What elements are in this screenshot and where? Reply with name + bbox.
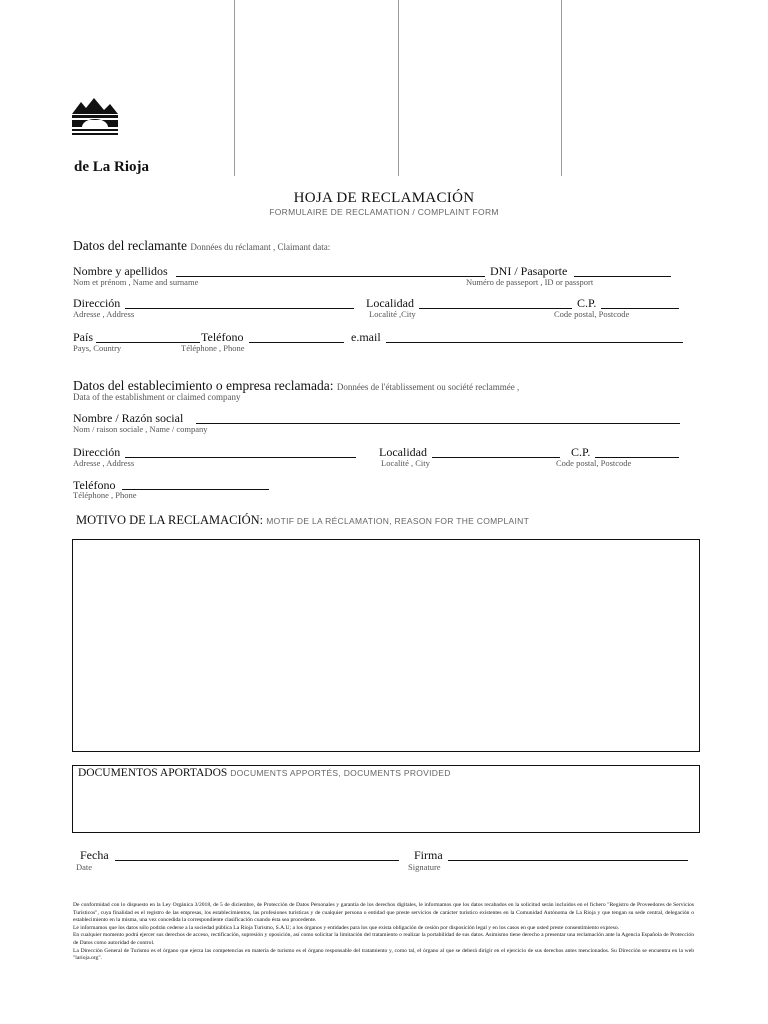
claimant-address-sublabel: Adresse , Address xyxy=(73,309,135,319)
establishment-cp-label: C.P. xyxy=(571,445,591,459)
establishment-heading-sub: Data of the establishment or claimed company xyxy=(73,392,241,402)
claimant-cp-label: C.P. xyxy=(577,296,597,310)
header-divider-line xyxy=(398,0,399,176)
documents-heading: DOCUMENTOS APORTADOS DOCUMENTS APPORTÉS, DOCUMENTS PROVIDED xyxy=(78,767,451,779)
claimant-heading: Datos del reclamante Données du réclamant , Claimant data: xyxy=(73,238,331,253)
claimant-city-sublabel: Localité ,City xyxy=(369,309,416,319)
la-rioja-logo-icon xyxy=(72,96,118,138)
establishment-phone-label: Teléfono xyxy=(73,478,116,492)
claimant-name-sublabel: Nom et prénom , Name and surname xyxy=(73,277,199,287)
form-title: HOJA DE RECLAMACIÓN xyxy=(293,190,475,206)
establishment-address-sublabel: Adresse , Address xyxy=(73,458,135,468)
claimant-country-sublabel: Pays, Country xyxy=(73,343,122,353)
establishment-city-sublabel: Localité , City xyxy=(381,458,430,468)
header-divider-line xyxy=(561,0,562,176)
establishment-address-field[interactable] xyxy=(125,457,356,458)
signature-label: Firma xyxy=(414,848,443,862)
claimant-address-field[interactable] xyxy=(125,308,354,309)
logo-cut-text: de La Rioja xyxy=(74,159,149,175)
establishment-address-label: Dirección xyxy=(73,445,121,459)
establishment-phone-sublabel: Téléphone , Phone xyxy=(73,490,137,500)
date-sublabel: Date xyxy=(76,862,93,872)
legal-paragraph: Le informamos que los datos sólo podrán cederse a la sociedad pública La Rioja Turismo, S.A.U; a los órganos y entidades para los que exista obligación de cesión por disposición legal y en los casos en que usted preste consentimiento expreso. xyxy=(73,924,620,931)
date-label: Fecha xyxy=(80,848,109,862)
claimant-dni-label: DNI / Pasaporte xyxy=(490,264,568,278)
claimant-dni-sublabel: Numéro de passeport , ID or passport xyxy=(466,277,594,287)
claimant-city-field[interactable] xyxy=(419,308,572,309)
date-field[interactable] xyxy=(115,860,399,861)
claimant-phone-label: Teléfono xyxy=(201,330,244,344)
reason-heading: MOTIVO DE LA RECLAMACIÓN: MOTIF DE LA RÉCLAMATION, REASON FOR THE COMPLAINT xyxy=(76,513,530,527)
claimant-email-label: e.mail xyxy=(351,330,381,344)
claimant-phone-field[interactable] xyxy=(249,342,344,343)
claimant-email-field[interactable] xyxy=(386,342,683,343)
legal-paragraph: En cualquier momento podrá ejercer sus derechos de acceso, rectificación, supresión y oposición, así como solicitar la limitación del tratamiento o realizar la portabilidad de sus datos. Asimismo tiene derecho a presentar una reclamación ante la Agencia Española de Protección de Datos como autoridad de control. xyxy=(73,932,694,946)
establishment-phone-field[interactable] xyxy=(122,489,269,490)
legal-paragraph: De conformidad con lo dispuesto en la Ley Orgánica 3/2018, de 5 de diciembre, de Protección de Datos Personales y garantía de los derechos digitales, le informamos que los datos recabados en la solicitud serán incluidos en el fichero "Registro de Proveedores de Servicios Turísticos", cuya finalidad es el registro de las empresas, los establecimientos, las profesiones turísticas y de cualquier persona o entidad que preste servicios de carácter turístico existentes en la Comunidad Autónoma de La Rioja y que tengan su sede central, delegación o establecimiento en la misma, una vez concedida la correspondiente clasificación cuando ésta sea procedente. xyxy=(73,902,694,924)
form-subtitle: FORMULAIRE DE RECLAMATION / COMPLAINT FORM xyxy=(269,207,499,217)
signature-field[interactable] xyxy=(448,860,688,861)
establishment-heading: Datos del establecimiento o empresa reclamada: Données de l'établissement ou société reclammée , xyxy=(73,378,520,393)
establishment-city-label: Localidad xyxy=(379,445,427,459)
signature-sublabel: Signature xyxy=(408,862,441,872)
claimant-city-label: Localidad xyxy=(366,296,414,310)
establishment-name-field[interactable] xyxy=(196,423,680,424)
establishment-name-label: Nombre / Razón social xyxy=(73,411,184,425)
claimant-cp-sublabel: Code postal, Postcode xyxy=(554,309,630,319)
claimant-country-label: País xyxy=(73,330,94,344)
header-divider-line xyxy=(234,0,235,176)
claimant-phone-sublabel: Téléphone , Phone xyxy=(181,343,245,353)
reason-textarea[interactable] xyxy=(72,539,700,752)
claimant-name-field[interactable] xyxy=(176,276,485,277)
claimant-address-label: Dirección xyxy=(73,296,121,310)
establishment-cp-sublabel: Code postal, Postcode xyxy=(556,458,632,468)
claimant-name-label: Nombre y apellidos xyxy=(73,264,168,278)
legal-paragraph: La Dirección General de Turismo es el órgano que ejerza las competencias en materia de turismo es el órgano responsable del tratamiento y, como tal, el órgano al que se deberá dirigir en el ejercicio de sus derechos antes mencionados. Su Dirección se encuentra en la web "larioja.org". xyxy=(73,947,694,962)
establishment-name-sublabel: Nom / raison sociale , Name / company xyxy=(73,424,208,434)
establishment-city-field[interactable] xyxy=(432,457,560,458)
legal-notice xyxy=(73,902,694,963)
